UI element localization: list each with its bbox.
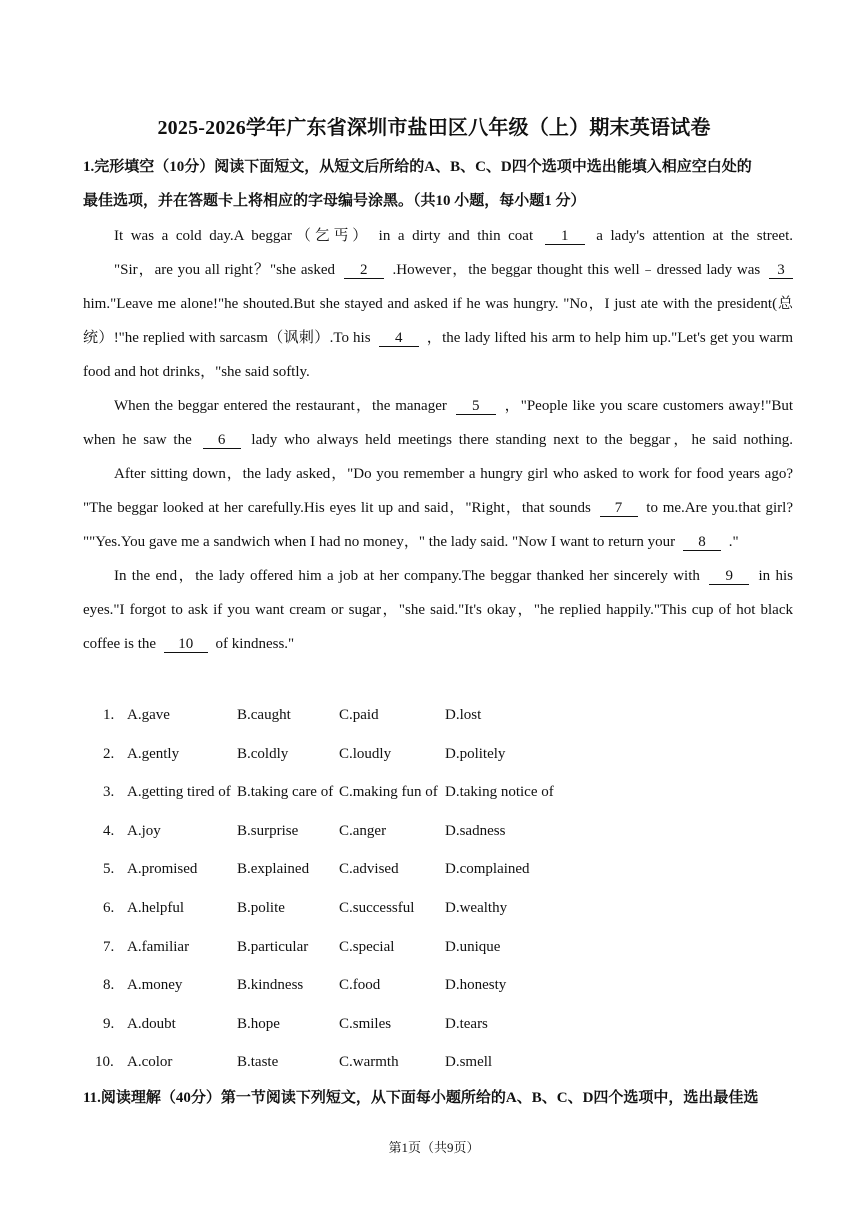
option-a: A.getting tired of: [127, 784, 231, 801]
question-number: 1.: [103, 707, 115, 723]
blank-7: 7: [600, 500, 638, 517]
passage-text: .": [728, 534, 739, 550]
option-row: [103, 813, 573, 852]
option-d: D.tears: [445, 1015, 488, 1032]
passage-text: ，the lady lifted his arm to help him up."Let's get you warm: [426, 330, 794, 346]
option-d: D.honesty: [445, 977, 507, 994]
cloze-instruction-line-2: 最佳选项，并在答题卡上将相应的字母编号涂黑。（共10 小题，每小题1 分）: [83, 193, 586, 209]
option-a: A.gave: [127, 707, 170, 723]
question-number: 3.: [103, 784, 115, 801]
question-number: 6.: [103, 899, 115, 916]
option-d: D.taking notice of: [445, 784, 554, 801]
option-c: C.paid: [339, 707, 379, 723]
option-c: C.loudly: [339, 745, 392, 762]
passage-line: [83, 321, 793, 355]
option-a: A.helpful: [127, 899, 185, 916]
option-b: B.kindness: [237, 977, 304, 994]
option-c: C.making fun of: [339, 784, 438, 801]
option-b: B.taste: [237, 1054, 279, 1071]
option-a: A.color: [127, 1054, 173, 1071]
option-d: D.wealthy: [445, 899, 508, 916]
blank-5: 5: [456, 398, 496, 415]
passage-text: food and hot drinks，"she said softly.: [83, 364, 310, 380]
passage-line: [83, 389, 793, 423]
option-b: B.explained: [237, 861, 310, 878]
option-b: B.coldly: [237, 745, 289, 762]
option-c: C.anger: [339, 822, 387, 839]
option-b: B.polite: [237, 899, 285, 916]
passage-text: eyes."I forgot to ask if you want cream or sugar，"she said."It's okay，"he replied happily."This cup of hot black: [83, 602, 793, 618]
passage-line: [83, 559, 793, 593]
passage-text: a lady's attention at the street.: [596, 228, 794, 244]
passage-line: [83, 219, 793, 253]
option-c: C.advised: [339, 861, 399, 878]
blank-8: 8: [683, 534, 721, 551]
page-footer: 第1页（共9页）: [388, 1140, 480, 1155]
option-row: [103, 890, 573, 929]
option-row: [103, 851, 573, 890]
passage-line: [83, 457, 793, 491]
passage-text: "Sir，are you all right？"she asked: [114, 262, 335, 278]
option-b: B.hope: [237, 1015, 280, 1032]
option-a: A.doubt: [127, 1015, 176, 1032]
option-row: [103, 736, 573, 775]
blank-10: 10: [164, 636, 208, 653]
option-d: D.smell: [445, 1054, 493, 1071]
question-number: 7.: [103, 938, 115, 955]
passage-text: ""Yes.You gave me a sandwich when I had no money，" the lady said. "Now I want to return your: [83, 534, 676, 550]
passage-text: After sitting down，the lady asked，"Do you remember a hungry girl who asked to work for food years ago?: [114, 466, 793, 482]
passage-text: In the end，the lady offered him a job at her company.The beggar thanked her sincerely with: [114, 568, 700, 584]
question-number: 10.: [95, 1054, 114, 1071]
passage-text: "The beggar looked at her carefully.His eyes lit up and said，"Right，that sounds: [83, 500, 591, 516]
page-title: 2025-2026学年广东省深圳市盐田区八年级（上）期末英语试卷: [157, 117, 711, 139]
question-number: 9.: [103, 1015, 115, 1032]
passage-text: when he saw the: [83, 432, 192, 448]
option-c: C.warmth: [339, 1054, 399, 1071]
option-b: B.particular: [237, 938, 309, 955]
option-a: A.joy: [127, 822, 161, 839]
reading-instruction-line-1: 11.阅读理解（40分）第一节阅读下列短文，从下面每小题所给的A、B、C、D四个选项中，选出最佳选: [83, 1090, 759, 1106]
option-b: B.caught: [237, 707, 291, 723]
blank-6: 6: [203, 432, 241, 449]
passage-text: When the beggar entered the restaurant，the manager: [114, 398, 447, 414]
option-row: [95, 1044, 573, 1083]
passage-line: [83, 355, 793, 389]
cloze-instruction-line-1: 1.完形填空（10分）阅读下面短文，从短文后所给的A、B、C、D四个选项中选出能填入相应空白处的: [83, 159, 752, 175]
question-number: 4.: [103, 822, 115, 839]
blank-1: 1: [545, 228, 585, 245]
passage-line: [83, 253, 793, 287]
answer-options: [95, 697, 573, 1083]
option-a: A.promised: [127, 861, 198, 878]
option-a: A.gently: [127, 745, 180, 762]
blank-2: 2: [344, 262, 384, 279]
option-c: C.smiles: [339, 1015, 392, 1032]
option-row: [103, 697, 573, 736]
option-a: A.money: [127, 977, 183, 994]
question-number: 8.: [103, 977, 115, 994]
blank-3: 3: [769, 262, 793, 279]
option-d: D.sadness: [445, 822, 506, 839]
option-b: B.taking care of: [237, 784, 334, 801]
passage-line: [83, 593, 793, 627]
option-d: D.unique: [445, 938, 501, 955]
cloze-passage: [83, 219, 793, 661]
option-row: [103, 774, 573, 813]
option-c: C.successful: [339, 899, 415, 916]
passage-text: coffee is the: [83, 636, 157, 652]
passage-text: ，"People like you scare customers away!"But: [504, 398, 793, 414]
passage-line: [83, 627, 793, 661]
question-number: 5.: [103, 861, 115, 878]
passage-line: [83, 491, 793, 525]
option-d: D.politely: [445, 745, 506, 762]
option-d: D.complained: [445, 861, 530, 878]
passage-text: .However，the beggar thought this well﹣dressed lady was: [392, 262, 761, 278]
passage-line: [83, 423, 793, 457]
option-row: [103, 929, 573, 968]
option-row: [103, 1006, 573, 1045]
option-d: D.lost: [445, 707, 482, 723]
passage-text: lady who always held meetings there standing next to the beggar，he said nothing.: [251, 432, 794, 448]
blank-9: 9: [709, 568, 749, 585]
option-row: [103, 967, 573, 1006]
passage-text: to me.Are you.that girl?: [646, 500, 793, 516]
passage-text: It was a cold day.A beggar（乞丐） in a dirty and thin coat: [114, 228, 534, 244]
passage-line: [83, 525, 793, 559]
passage-text: of kindness.": [215, 636, 295, 652]
passage-text: 统）!"he replied with sarcasm（讽刺）.To his: [83, 330, 371, 346]
question-number: 2.: [103, 745, 115, 762]
option-a: A.familiar: [127, 938, 190, 955]
option-c: C.food: [339, 977, 381, 994]
option-c: C.special: [339, 938, 395, 955]
option-b: B.surprise: [237, 822, 299, 839]
blank-4: 4: [379, 330, 419, 347]
passage-line: [83, 287, 793, 321]
passage-text: him."Leave me alone!"he shouted.But she stayed and asked if he was hungry. "No，I just ate with the president(总: [83, 296, 793, 312]
passage-text: in his: [758, 568, 793, 584]
